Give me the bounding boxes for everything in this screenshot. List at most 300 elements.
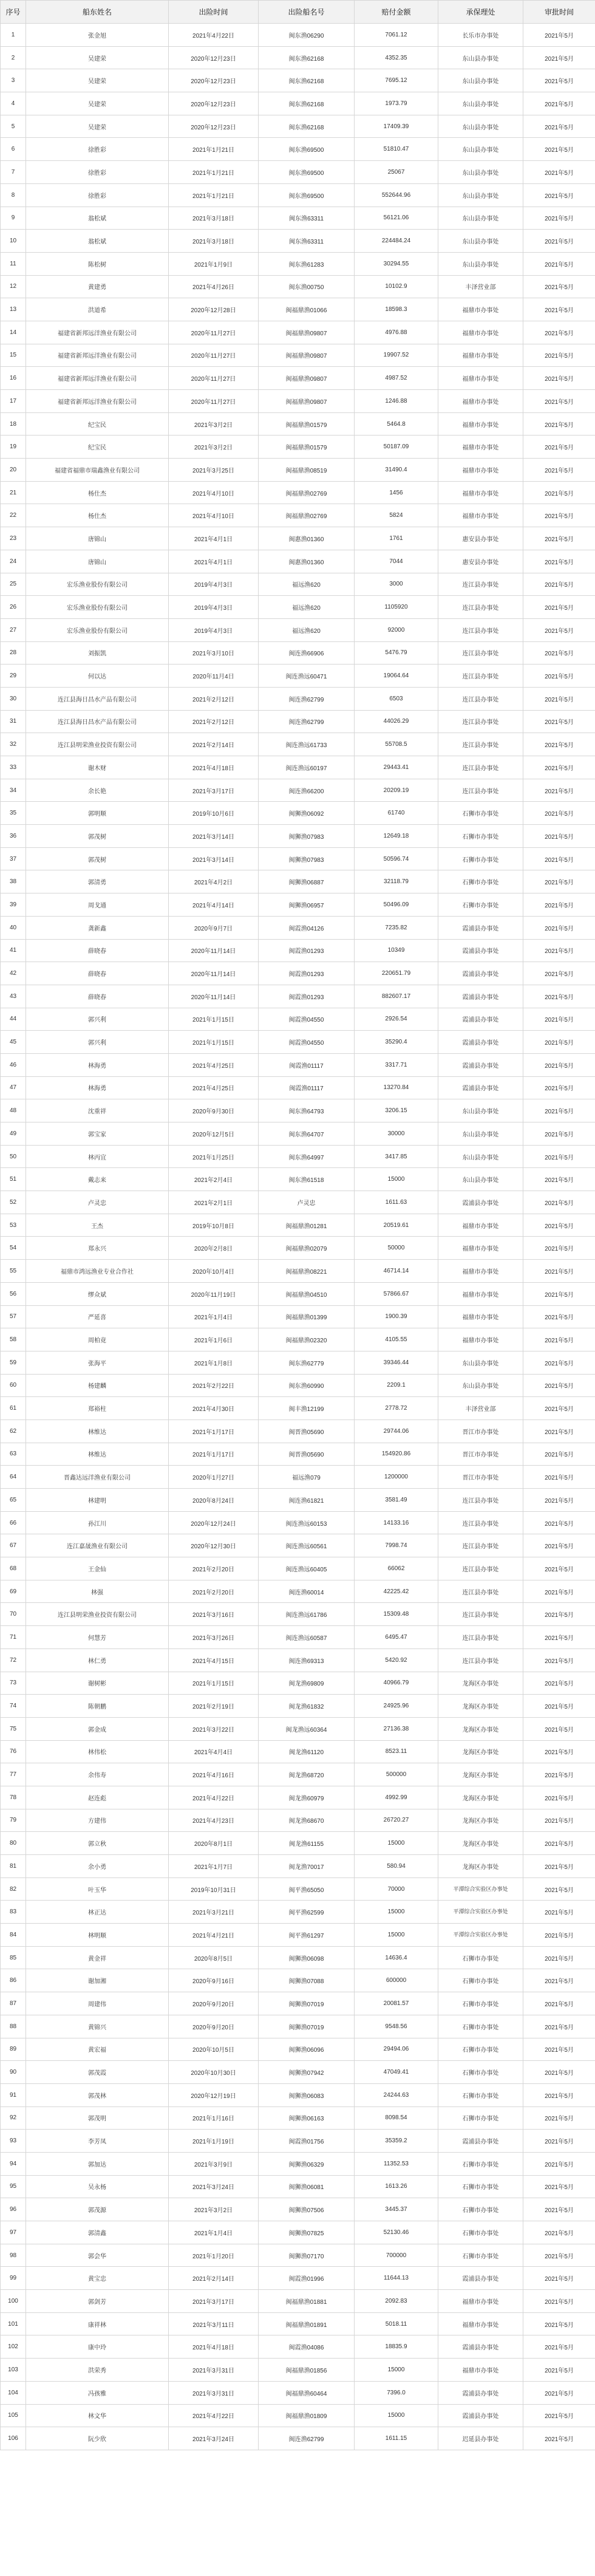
office-cell: 平潭综合实验区办事处 [438,1924,523,1947]
table-row [1,183,595,207]
payout-amount-cell: 35359.2 [355,2130,438,2153]
payout-amount-cell: 27136.38 [355,1717,438,1740]
incident-date-cell: 2019年10月6日 [169,802,259,825]
approval-month-cell: 2021年5月 [523,985,595,1008]
approval-month-cell: 2021年5月 [523,2312,595,2335]
table-row [1,1924,595,1947]
payout-amount-cell: 882607.17 [355,985,438,1008]
table-row [1,1466,595,1489]
table-row [1,2175,595,2198]
vessel-number-cell: 闽龙渔70017 [259,1855,355,1878]
incident-date-cell: 2021年3月18日 [169,230,259,253]
incident-date-cell: 2021年3月9日 [169,2152,259,2175]
incident-date-cell: 2021年2月19日 [169,1695,259,1718]
seq-cell: 53 [1,1214,26,1237]
office-cell: 福鼎市办事处 [438,1282,523,1305]
table-row [1,1260,595,1283]
seq-cell: 90 [1,2061,26,2084]
approval-month-cell: 2021年5月 [523,1099,595,1122]
seq-cell: 66 [1,1511,26,1534]
office-cell: 迟延县办事处 [438,2427,523,2450]
approval-month-cell: 2021年5月 [523,1924,595,1947]
seq-cell: 96 [1,2198,26,2221]
incident-date-cell: 2021年3月17日 [169,2290,259,2313]
payout-amount-cell: 5018.11 [355,2312,438,2335]
incident-date-cell: 2021年4月4日 [169,1740,259,1763]
seq-cell: 11 [1,252,26,275]
payout-amount-cell: 30000 [355,1122,438,1146]
payout-amount-cell: 29744.06 [355,1420,438,1443]
approval-month-cell: 2021年5月 [523,596,595,619]
owner-name-cell: 郭茂明 [26,2106,169,2130]
incident-date-cell: 2021年2月1日 [169,1191,259,1214]
office-cell: 东山县办事处 [438,207,523,230]
incident-date-cell: 2020年11月14日 [169,962,259,985]
payout-amount-cell: 1200000 [355,1466,438,1489]
owner-name-cell: 林明顺 [26,1924,169,1947]
vessel-number-cell: 闽霞渔01293 [259,985,355,1008]
vessel-number-cell: 闽东渔62168 [259,92,355,115]
seq-cell: 74 [1,1695,26,1718]
payout-amount-cell: 26720.27 [355,1809,438,1832]
approval-month-cell: 2021年5月 [523,1351,595,1374]
seq-cell: 50 [1,1145,26,1168]
approval-month-cell: 2021年5月 [523,138,595,161]
approval-month-cell: 2021年5月 [523,664,595,688]
vessel-number-cell: 闽狮渔06096 [259,2038,355,2061]
table-row [1,618,595,641]
approval-month-cell: 2021年5月 [523,1053,595,1076]
incident-date-cell: 2021年2月14日 [169,733,259,756]
vessel-number-cell: 闽福鼎渔08221 [259,1260,355,1283]
vessel-number-cell: 闽霞渔01996 [259,2267,355,2290]
vessel-number-cell: 闽东渔63311 [259,230,355,253]
incident-date-cell: 2020年11月14日 [169,985,259,1008]
seq-cell: 38 [1,870,26,893]
incident-date-cell: 2021年1月6日 [169,1328,259,1351]
vessel-number-cell: 闽狮渔07088 [259,1969,355,1992]
office-cell: 长乐市办事处 [438,24,523,47]
payout-amount-cell: 50596.74 [355,847,438,870]
approval-month-cell: 2021年5月 [523,1328,595,1351]
owner-name-cell: 宏乐渔业股份有限公司 [26,573,169,596]
incident-date-cell: 2021年3月25日 [169,459,259,482]
approval-month-cell: 2021年5月 [523,1168,595,1191]
vessel-number-cell: 闽连渔62799 [259,687,355,710]
approval-month-cell: 2021年5月 [523,504,595,527]
vessel-number-cell: 闽福鼎渔01809 [259,2404,355,2427]
office-cell: 龙海区办事处 [438,1855,523,1878]
office-cell: 霞浦县办事处 [438,939,523,962]
payout-amount-cell: 20209.19 [355,779,438,802]
office-cell: 东山县办事处 [438,1122,523,1146]
vessel-number-cell: 闽福鼎渔09807 [259,321,355,344]
incident-date-cell: 2020年12月23日 [169,92,259,115]
vessel-number-cell: 闽东渔64997 [259,1145,355,1168]
approval-month-cell: 2021年5月 [523,916,595,939]
incident-date-cell: 2021年4月16日 [169,1763,259,1786]
table-row [1,1534,595,1557]
payout-amount-cell: 7044 [355,550,438,573]
incident-date-cell: 2021年3月11日 [169,2312,259,2335]
owner-name-cell: 郭清鑫 [26,2221,169,2244]
office-cell: 福鼎市办事处 [438,298,523,321]
incident-date-cell: 2021年1月15日 [169,1031,259,1054]
office-cell: 东山县办事处 [438,92,523,115]
seq-cell: 29 [1,664,26,688]
vessel-number-cell: 闽东渔06290 [259,24,355,47]
office-cell: 连江县办事处 [438,779,523,802]
approval-month-cell: 2021年5月 [523,1717,595,1740]
owner-name-cell: 郭清勇 [26,870,169,893]
approval-month-cell: 2021年5月 [523,2381,595,2404]
payout-amount-cell: 29494.06 [355,2038,438,2061]
seq-cell: 33 [1,756,26,779]
seq-cell: 67 [1,1534,26,1557]
table-row [1,1717,595,1740]
owner-name-cell: 郭明顺 [26,802,169,825]
vessel-number-cell: 闽连渔远60561 [259,1534,355,1557]
table-row [1,1351,595,1374]
approval-month-cell: 2021年5月 [523,436,595,459]
incident-date-cell: 2020年12月19日 [169,2083,259,2106]
table-row [1,1191,595,1214]
payout-amount-cell: 24244.63 [355,2083,438,2106]
seq-cell: 70 [1,1603,26,1626]
owner-name-cell: 薛晓春 [26,962,169,985]
table-row [1,1031,595,1054]
incident-date-cell: 2019年10月8日 [169,1214,259,1237]
approval-month-cell: 2021年5月 [523,1420,595,1443]
vessel-number-cell: 闽狮渔06887 [259,870,355,893]
owner-name-header: 船东姓名 [26,1,169,24]
owner-name-cell: 连江县海日昌水产品有限公司 [26,687,169,710]
vessel-number-cell: 闽连渔远60405 [259,1557,355,1580]
vessel-number-cell: 闽龙渔61832 [259,1695,355,1718]
incident-date-cell: 2021年1月16日 [169,2106,259,2130]
incident-date-cell: 2021年3月14日 [169,825,259,848]
vessel-number-cell: 闽狮渔06957 [259,893,355,917]
owner-name-cell: 林建明 [26,1489,169,1512]
owner-name-cell: 周建伟 [26,1992,169,2015]
approval-month-cell: 2021年5月 [523,2152,595,2175]
table-row [1,24,595,47]
table-row [1,2427,595,2450]
approval-month-cell: 2021年5月 [523,2404,595,2427]
payout-amount-cell: 15000 [355,1168,438,1191]
owner-name-cell: 何慧芳 [26,1626,169,1649]
approval-month-cell: 2021年5月 [523,1969,595,1992]
incident-date-cell: 2021年1月4日 [169,1305,259,1328]
vessel-number-cell: 闽龙渔69809 [259,1672,355,1695]
payout-amount-cell: 47049.41 [355,2061,438,2084]
seq-cell: 103 [1,2359,26,2382]
owner-name-cell: 吴建荣 [26,69,169,92]
owner-name-cell: 杨仕杰 [26,504,169,527]
vessel-number-cell: 闽狮渔06092 [259,802,355,825]
owner-name-cell: 杨仕杰 [26,481,169,504]
office-cell: 晋江市办事处 [438,1420,523,1443]
office-cell: 福鼎市办事处 [438,481,523,504]
payout-amount-cell: 56121.06 [355,207,438,230]
payout-amount-cell: 24925.96 [355,1695,438,1718]
table-row [1,2130,595,2153]
table-row [1,1855,595,1878]
vessel-number-cell: 闽东渔61283 [259,252,355,275]
seq-cell: 30 [1,687,26,710]
approval-month-cell: 2021年5月 [523,2221,595,2244]
vessel-number-cell: 闽狮渔06163 [259,2106,355,2130]
vessel-number-cell: 闽平渔65050 [259,1877,355,1901]
approval-month-cell: 2021年5月 [523,2083,595,2106]
payout-amount-cell: 50187.09 [355,436,438,459]
vessel-number-cell: 闽狮渔07983 [259,847,355,870]
office-cell: 石狮市办事处 [438,1969,523,1992]
seq-cell: 47 [1,1076,26,1099]
vessel-number-cell: 闽龙渔远60364 [259,1717,355,1740]
office-cell: 东山县办事处 [438,161,523,184]
table-row [1,207,595,230]
seq-cell: 94 [1,2152,26,2175]
approval-month-cell: 2021年5月 [523,1443,595,1466]
approval-month-cell: 2021年5月 [523,2244,595,2267]
owner-name-cell: 陈松树 [26,252,169,275]
office-cell: 连江县办事处 [438,573,523,596]
office-cell: 龙海区办事处 [438,1809,523,1832]
incident-date-cell: 2019年4月3日 [169,618,259,641]
vessel-number-cell: 闽连渔远60587 [259,1626,355,1649]
table-row [1,161,595,184]
payout-amount-cell: 13270.84 [355,1076,438,1099]
incident-date-cell: 2021年4月2日 [169,870,259,893]
owner-name-cell: 纪宝民 [26,436,169,459]
owner-name-cell: 纪宝民 [26,412,169,436]
table-row [1,527,595,550]
owner-name-cell: 黄锦兴 [26,2015,169,2038]
approval-month-cell: 2021年5月 [523,1695,595,1718]
payout-amount-cell: 39346.44 [355,1351,438,1374]
office-cell: 连江县办事处 [438,756,523,779]
office-cell: 连江县办事处 [438,1603,523,1626]
owner-name-cell: 连江县明荣渔业投资有限公司 [26,1603,169,1626]
owner-name-cell: 康中玲 [26,2335,169,2359]
vessel-number-cell: 闽福鼎渔01881 [259,2290,355,2313]
incident-date-cell: 2021年3月16日 [169,1603,259,1626]
owner-name-cell: 龚新鑫 [26,916,169,939]
incident-date-cell: 2020年8月1日 [169,1832,259,1855]
seq-cell: 87 [1,1992,26,2015]
payout-amount-cell: 35290.4 [355,1031,438,1054]
approval-month-cell: 2021年5月 [523,1466,595,1489]
owner-name-cell: 周戈通 [26,893,169,917]
owner-name-cell: 刘振凯 [26,641,169,664]
table-row [1,1168,595,1191]
approval-month-cell: 2021年5月 [523,1763,595,1786]
payout-amount-cell: 4976.88 [355,321,438,344]
incident-date-cell: 2020年11月19日 [169,1282,259,1305]
payout-amount-cell: 7695.12 [355,69,438,92]
office-cell: 石狮市办事处 [438,2015,523,2038]
vessel-number-cell: 闽狮渔06083 [259,2083,355,2106]
vessel-number-cell: 闽晋渔05690 [259,1443,355,1466]
table-row [1,1992,595,2015]
seq-cell: 14 [1,321,26,344]
seq-cell: 97 [1,2221,26,2244]
seq-cell: 84 [1,1924,26,1947]
table-body [1,24,595,2450]
office-cell: 东山县办事处 [438,1374,523,1397]
table-row [1,504,595,527]
approval-month-cell: 2021年5月 [523,390,595,413]
vessel-number-cell: 闽晋渔05690 [259,1420,355,1443]
vessel-number-cell: 闽福鼎渔60464 [259,2381,355,2404]
table-row [1,1374,595,1397]
vessel-number-cell: 闽连渔69313 [259,1648,355,1672]
incident-date-cell: 2020年10月5日 [169,2038,259,2061]
approval-month-cell: 2021年5月 [523,1557,595,1580]
owner-name-cell: 谢木财 [26,756,169,779]
seq-cell: 72 [1,1648,26,1672]
owner-name-cell: 福建省新邦远洋渔业有限公司 [26,321,169,344]
office-header: 承保理处 [438,1,523,24]
owner-name-cell: 林强 [26,1580,169,1603]
approval-month-cell: 2021年5月 [523,1809,595,1832]
incident-date-cell: 2020年9月7日 [169,916,259,939]
vessel-number-cell: 闽福鼎渔09807 [259,390,355,413]
payout-amount-cell: 3445.37 [355,2198,438,2221]
payout-amount-cell: 552644.96 [355,183,438,207]
office-cell: 连江县办事处 [438,1580,523,1603]
table-row [1,1786,595,1809]
vessel-number-cell: 闽狮渔07019 [259,1992,355,2015]
approval-month-cell: 2021年5月 [523,1305,595,1328]
seq-cell: 58 [1,1328,26,1351]
vessel-number-cell: 闽福鼎渔02079 [259,1237,355,1260]
approval-month-cell: 2021年5月 [523,1832,595,1855]
vessel-number-cell: 福远渔620 [259,618,355,641]
payout-amount-cell: 50496.09 [355,893,438,917]
approval-month-cell: 2021年5月 [523,321,595,344]
table-row [1,2267,595,2290]
payout-amount-cell: 5420.92 [355,1648,438,1672]
vessel-number-cell: 闽连渔66906 [259,641,355,664]
office-cell: 东山县办事处 [438,115,523,138]
approval-month-cell: 2021年5月 [523,2335,595,2359]
incident-date-cell: 2021年1月17日 [169,1420,259,1443]
table-row [1,870,595,893]
incident-date-cell: 2019年10月31日 [169,1877,259,1901]
vessel-number-cell: 闽平渔62599 [259,1901,355,1924]
owner-name-cell: 福建省新邦远洋渔业有限公司 [26,367,169,390]
approval-month-cell: 2021年5月 [523,527,595,550]
payout-amount-cell: 2092.83 [355,2290,438,2313]
owner-name-cell: 严延喜 [26,1305,169,1328]
table-row [1,2359,595,2382]
office-cell: 平潭综合实验区办事处 [438,1877,523,1901]
seq-cell: 48 [1,1099,26,1122]
payout-amount-cell: 500000 [355,1763,438,1786]
approval-month-cell: 2021年5月 [523,962,595,985]
incident-date-cell: 2021年3月17日 [169,779,259,802]
approval-month-cell: 2021年5月 [523,733,595,756]
payout-amount-header: 赔付金额 [355,1,438,24]
table-row [1,596,595,619]
owner-name-cell: 宏乐渔业股份有限公司 [26,618,169,641]
vessel-number-cell: 闽东渔64793 [259,1099,355,1122]
vessel-number-cell: 闽福鼎渔02320 [259,1328,355,1351]
approval-month-cell: 2021年5月 [523,618,595,641]
payout-amount-cell: 7061.12 [355,24,438,47]
owner-name-cell: 王金仙 [26,1557,169,1580]
payout-amount-cell: 1105920 [355,596,438,619]
seq-header: 序号 [1,1,26,24]
seq-cell: 17 [1,390,26,413]
vessel-number-cell: 闽福鼎渔08519 [259,459,355,482]
table-row [1,275,595,298]
table-row [1,2152,595,2175]
approval-month-cell: 2021年5月 [523,1008,595,1031]
vessel-number-cell: 闽龙渔61120 [259,1740,355,1763]
incident-date-cell: 2021年3月24日 [169,2175,259,2198]
incident-date-cell: 2021年1月15日 [169,1672,259,1695]
incident-date-cell: 2021年1月9日 [169,252,259,275]
table-row [1,1237,595,1260]
owner-name-cell: 余伟寿 [26,1763,169,1786]
owner-name-cell: 吴建荣 [26,92,169,115]
vessel-number-cell: 闽狮渔07019 [259,2015,355,2038]
table-row [1,802,595,825]
incident-date-cell: 2020年2月8日 [169,1237,259,1260]
vessel-number-cell: 闽霞渔01293 [259,962,355,985]
approval-month-cell: 2021年5月 [523,1603,595,1626]
table-row [1,1397,595,1420]
payout-amount-cell: 51810.47 [355,138,438,161]
vessel-number-cell: 闽东渔69500 [259,161,355,184]
office-cell: 连江县办事处 [438,1534,523,1557]
table-row [1,847,595,870]
approval-month-cell: 2021年5月 [523,2015,595,2038]
owner-name-cell: 薛晓春 [26,939,169,962]
approval-month-cell: 2021年5月 [523,1397,595,1420]
payout-amount-cell: 92000 [355,618,438,641]
office-cell: 霞浦县办事处 [438,2335,523,2359]
owner-name-cell: 林维达 [26,1420,169,1443]
table-row [1,1420,595,1443]
table-row [1,1763,595,1786]
incident-date-cell: 2021年3月10日 [169,641,259,664]
seq-cell: 9 [1,207,26,230]
seq-cell: 12 [1,275,26,298]
approval-month-cell: 2021年5月 [523,2038,595,2061]
seq-cell: 101 [1,2312,26,2335]
seq-cell: 71 [1,1626,26,1649]
table-row [1,115,595,138]
seq-cell: 13 [1,298,26,321]
incident-date-cell: 2021年4月22日 [169,24,259,47]
approval-month-cell: 2021年5月 [523,1122,595,1146]
office-cell: 石狮市办事处 [438,2106,523,2130]
payout-amount-cell: 30294.55 [355,252,438,275]
office-cell: 龙海区办事处 [438,1717,523,1740]
payout-amount-cell: 2926.54 [355,1008,438,1031]
office-cell: 龙海区办事处 [438,1695,523,1718]
owner-name-cell: 阮少欣 [26,2427,169,2450]
office-cell: 福鼎市办事处 [438,1214,523,1237]
owner-name-cell: 余小勇 [26,1855,169,1878]
seq-cell: 44 [1,1008,26,1031]
seq-cell: 21 [1,481,26,504]
office-cell: 福鼎市办事处 [438,367,523,390]
